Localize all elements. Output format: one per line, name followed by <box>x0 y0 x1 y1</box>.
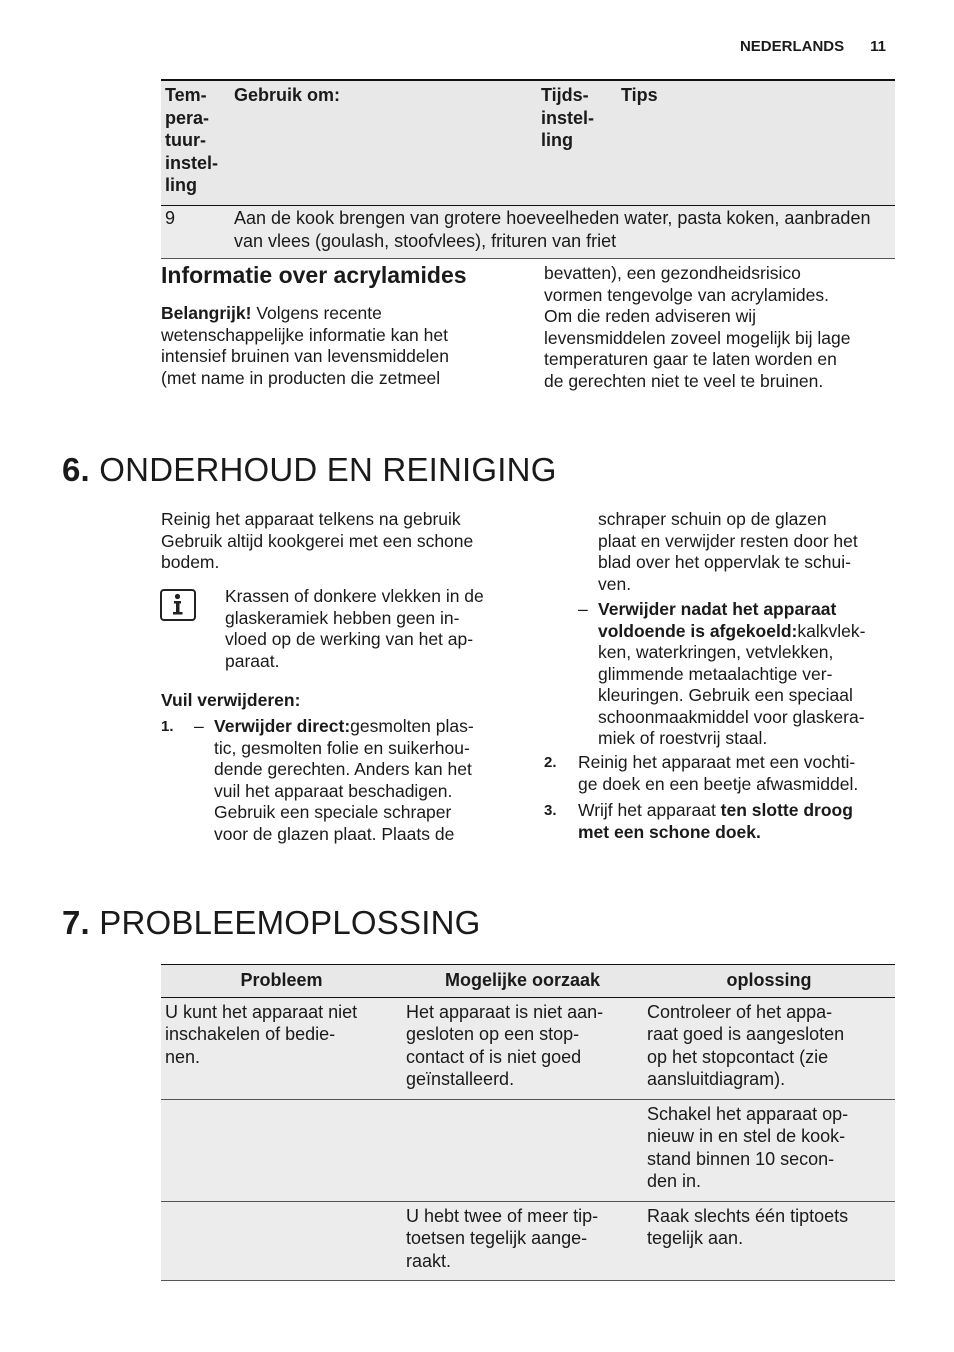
text-line: Verwijder nadat het apparaat <box>598 599 837 619</box>
step-1-dash: – <box>194 716 204 736</box>
troubleshooting-table <box>161 964 895 1281</box>
acrylamide-right-text <box>544 263 850 392</box>
table-cell <box>161 1099 402 1201</box>
table-cell: Controleer of het appa- raat goed is aangesloten op het stopcontact (zie aansluitdiagram). <box>643 997 895 1099</box>
column-header: Tijds- instel- ling <box>537 80 617 206</box>
step-1-dash-2: – <box>578 599 588 619</box>
text-line: Reinig het apparaat telkens na gebruik <box>161 509 461 529</box>
text-line: bevatten), een gezondheidsrisico <box>544 263 801 283</box>
temperature-table <box>161 79 895 259</box>
step-3-number: 3. <box>544 802 557 819</box>
table-cell: U hebt twee of meer tip- toetsen tegelijk aange- raakt. <box>402 1201 643 1281</box>
text-line: temperaturen gaar te laten worden en <box>544 349 837 369</box>
table-cell <box>402 1099 643 1201</box>
acrylamide-left-text <box>161 303 449 389</box>
text-line: tic, gesmolten folie en suikerhou- <box>214 737 470 758</box>
cleaning-intro <box>161 509 473 574</box>
step-2-number: 2. <box>544 754 557 771</box>
text-line: Reinig het apparaat met een vochti- <box>578 752 856 772</box>
table-header-row <box>161 965 895 998</box>
column-header: Gebruik om: <box>230 80 537 206</box>
text-line: glaskeramiek hebben geen in- <box>225 607 460 628</box>
text-line: Gebruik altijd kookgerei met een schone <box>161 530 474 551</box>
text-line: plaat en verwijder resten door het <box>598 530 858 551</box>
page-header <box>740 38 886 55</box>
text-line: Wrijf het apparaat <box>578 800 721 820</box>
text-line: dende gerechten. Anders kan het <box>214 759 472 779</box>
step-1-bold-2: voldoende is afgekoeld: <box>598 620 798 641</box>
important-label: Belangrijk! <box>161 303 252 323</box>
step-2-text <box>578 752 858 795</box>
text-line: vuil het apparaat beschadigen. <box>214 780 453 801</box>
text-line: kleuringen. Gebruik een speciaal <box>598 685 853 705</box>
text-line: met een schone doek. <box>578 821 761 842</box>
table-cell: Aan de kook brengen van grotere hoeveelheden water, pasta koken, aanbraden van vlees (goulash, stoofvlees), frituren van friet <box>230 206 895 259</box>
column-header: Mogelijke oorzaak <box>402 965 643 998</box>
info-icon <box>160 589 196 621</box>
step-1-bold: Verwijder direct: <box>214 716 351 736</box>
step-1-text-2 <box>598 599 865 750</box>
text-line: levensmiddelen zoveel mogelijk bij lage <box>544 327 851 348</box>
text-line: paraat. <box>225 650 280 671</box>
text-line: glimmende metaalachtige ver- <box>598 663 833 684</box>
text-line: gesmolten plas- <box>350 716 474 736</box>
text-line: de gerechten niet te veel te bruinen. <box>544 370 824 391</box>
page-number: 11 <box>870 38 886 55</box>
table-row <box>161 1201 895 1281</box>
step-1-text-right <box>598 509 858 595</box>
column-header: Probleem <box>161 965 402 998</box>
text-line: bodem. <box>161 552 220 572</box>
text-line: schoonmaakmiddel voor glaskera- <box>598 706 865 727</box>
text-line: (met name in producten die zetmeel <box>161 367 441 388</box>
table-cell: 9 <box>161 206 230 259</box>
dirt-removal-heading: Vuil verwijderen: <box>161 690 301 710</box>
info-note <box>225 586 484 672</box>
table-cell <box>161 1201 402 1281</box>
text-line: Volgens recente <box>251 303 382 323</box>
text-line: schraper schuin op de glazen <box>598 509 827 529</box>
table-cell: Schakel het apparaat op- nieuw in en stel de kook- stand binnen 10 secon- den in. <box>643 1099 895 1201</box>
section-number: 7. <box>62 904 90 941</box>
section-6-title <box>62 451 557 489</box>
table-row <box>161 997 895 1099</box>
step-3-bold: ten slotte droog <box>720 800 853 820</box>
section-7-title <box>62 904 480 942</box>
text-line: ken, waterkringen, vetvlekken, <box>598 642 834 662</box>
header-language: NEDERLANDS <box>739 38 845 55</box>
step-1-text-left <box>214 716 514 845</box>
text-line: Om die reden adviseren wij <box>544 306 757 326</box>
column-header: Tem- pera- tuur- instel- ling <box>161 80 230 206</box>
step-3-text <box>578 800 853 843</box>
text-line: intensief bruinen van levensmiddelen <box>161 346 449 366</box>
text-line: kalkvlek- <box>797 620 866 641</box>
text-line: Krassen of donkere vlekken in de <box>225 586 484 606</box>
text-line: vloed op de werking van het ap- <box>225 629 474 649</box>
text-line: ven. <box>598 573 632 594</box>
table-row <box>161 1099 895 1201</box>
section-title-text: ONDERHOUD EN REINIGING <box>99 451 557 488</box>
text-line: Gebruik een speciale schraper <box>214 802 452 822</box>
text-line: wetenschappelijke informatie kan het <box>161 324 448 345</box>
text-line: ge doek en een beetje afwasmiddel. <box>578 773 859 794</box>
table-header-row <box>161 80 895 206</box>
text-line: miek of roestvrij staal. <box>598 728 768 748</box>
text-line: voor de glazen plaat. Plaats de <box>214 823 455 844</box>
table-row <box>161 206 895 259</box>
table-cell: U kunt het apparaat niet inschakelen of bedie- nen. <box>161 997 402 1099</box>
text-line: vormen tengevolge van acrylamides. <box>544 284 830 305</box>
table-cell: Het apparaat is niet aan- gesloten op een stop- contact of is niet goed geïnstalleerd. <box>402 997 643 1099</box>
column-header: oplossing <box>643 965 895 998</box>
column-header: Tips <box>617 80 895 206</box>
text-line: blad over het oppervlak te schui- <box>598 552 851 572</box>
section-number: 6. <box>62 451 90 488</box>
step-1-number: 1. <box>161 718 174 735</box>
section-title-text: PROBLEEMOPLOSSING <box>99 904 481 941</box>
acrylamide-heading: Informatie over acrylamides <box>161 262 467 288</box>
table-cell: Raak slechts één tiptoets tegelijk aan. <box>643 1201 895 1281</box>
